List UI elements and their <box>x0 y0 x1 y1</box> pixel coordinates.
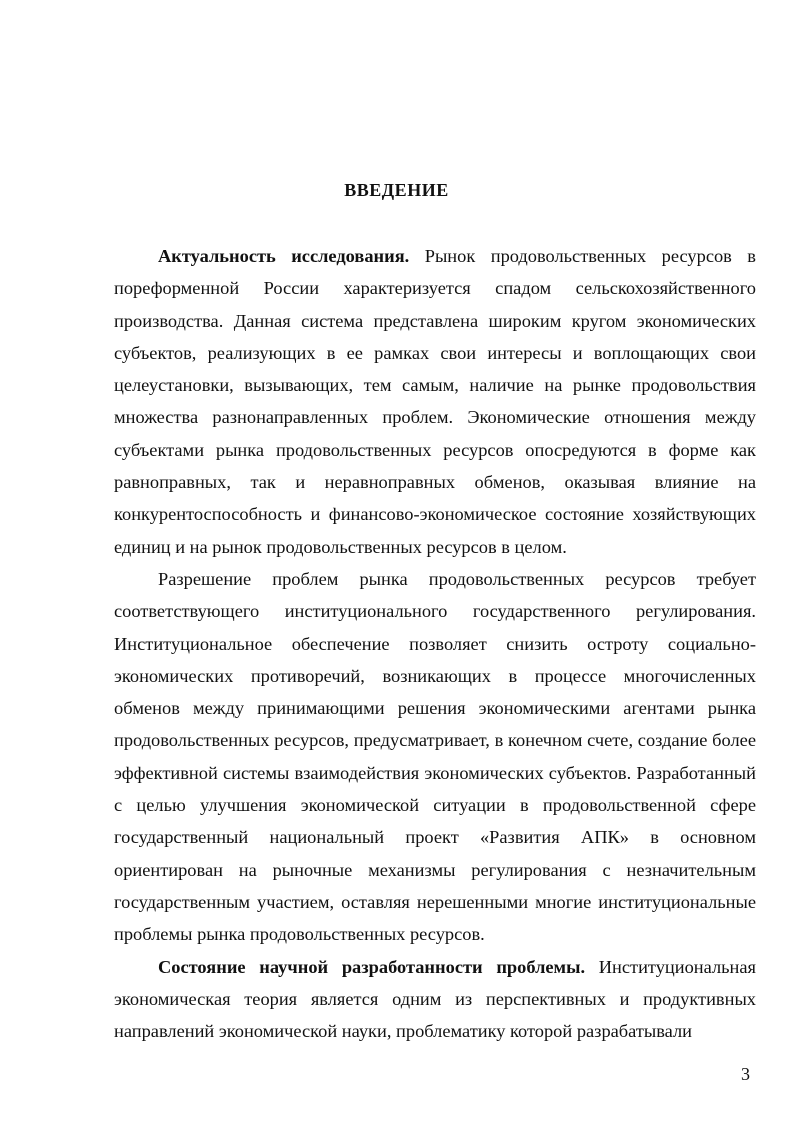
paragraph-state-of-research <box>114 951 756 1048</box>
section-heading: ВВЕДЕНИЕ <box>344 180 449 200</box>
paragraph-relevance <box>114 240 756 563</box>
paragraph-text: Институциональная экономическая теория является одним из перспективных и продуктивных направлений экономической науки, проблематику которой разрабатывали <box>114 956 756 1042</box>
paragraph-text: Разрешение проблем рынка продовольственных ресурсов требует соответствующего институционального государственного регулирования. Институциональное обеспечение позволяет снизить остроту социально-экономических противоречий, возникающих в процессе многочисленных обменов между принимающими решения экономическими агентами рынка продовольственных ресурсов, предусматривает, в конечном счете, создание более эффективной системы взаимодействия экономических субъектов. Разработанный с целью улучшения экономической ситуации в продовольственной сфере государственный национальный проект «Развития АПК» в основном ориентирован на рыночные механизмы регулирования с незначительным государственным участием, оставляя нерешенными многие институциональные проблемы рынка продовольственных ресурсов. <box>114 568 756 945</box>
paragraph-lead: Актуальность исследования. <box>158 246 410 266</box>
paragraph-text: Рынок продовольственных ресурсов в пореформенной России характеризуется спадом сельскохозяйственного производства. Данная система представлена широким кругом экономических субъектов, реализующих в ее рамках свои интересы и воплощающих свои целеустановки, вызывающих, тем самым, наличие на рынке продовольствия множества разнонаправленных проблем. Экономические отношения между субъектами рынка продовольственных ресурсов опосредуются в форме как равноправных, так и неравноправных обменов, оказывая влияние на конкурентоспособность и финансово-экономическое состояние хозяйствующих единиц и на рынок продовольственных ресурсов в целом. <box>114 246 756 557</box>
paragraph-lead: Состояние научной разработанности проблемы. <box>158 956 586 977</box>
page-number: 3 <box>741 1064 750 1084</box>
paragraph-regulation <box>114 563 756 951</box>
body-text <box>114 240 756 1047</box>
